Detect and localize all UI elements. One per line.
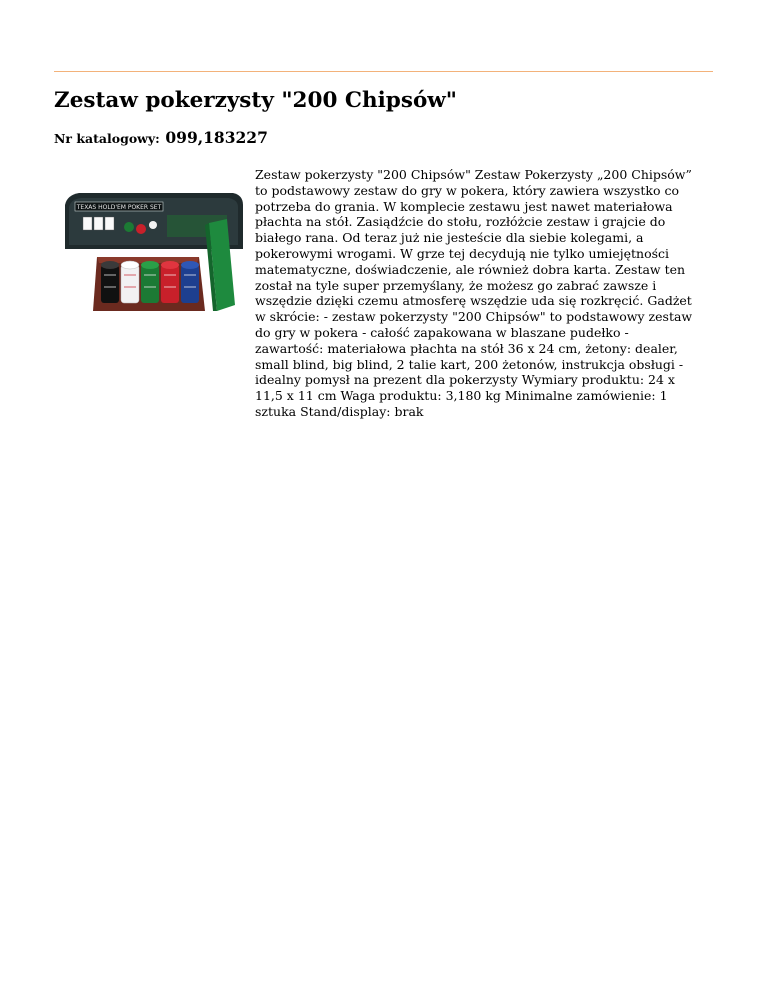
tin-box-label: TEXAS HOLD'EM POKER SET bbox=[76, 204, 162, 211]
page-title: Zestaw pokerzysty "200 Chipsów" bbox=[54, 88, 457, 113]
poker-set-illustration bbox=[57, 165, 245, 337]
catalog-number-row bbox=[54, 128, 268, 147]
product-image bbox=[57, 165, 245, 337]
product-description: Zestaw pokerzysty "200 Chipsów" Zestaw Pokerzysty „200 Chipsów” to podstawowy zestaw do gry w pokera, który zawiera wszystko co potrzeba do grania. W komplecie zestawu jest nawet materiałowa płachta na stół. Zasiądźcie do stołu, rozłóżcie zestaw i grajcie do białego rana. Od teraz już nie jesteście dla siebie kolegami, a pokerowymi wrogami. W grze tej decydują nie tylko umiejętności matematyczne, doświadczenie, ale również dobra karta. Zestaw ten został na tyle super przemyślany, że możesz go zabrać zawsze i wszędzie dzięki czemu atmosferę wszędzie uda się rozkręcić. Gadżet w skrócie: - zestaw pokerzysty "200 Chipsów" to podstawowy zestaw do gry w pokera - całość zapakowana w blaszane pudełko - zawartość: materiałowa płachta na stół 36 x 24 cm, żetony: dealer, small blind, big blind, 2 talie kart, 200 żetonów, instrukcja obsługi - idealny pomysł na prezent dla pokerzysty Wymiary produktu: 24 x 11,5 x 11 cm Waga produktu: 3,180 kg Minimalne zamówienie: 1 sztuka Stand/display: brak bbox=[255, 167, 693, 419]
catalog-number-value: 099,183227 bbox=[165, 128, 268, 147]
catalog-number-label: Nr katalogowy: bbox=[54, 131, 160, 146]
chip-stacks bbox=[101, 261, 199, 303]
header-divider bbox=[54, 71, 713, 72]
